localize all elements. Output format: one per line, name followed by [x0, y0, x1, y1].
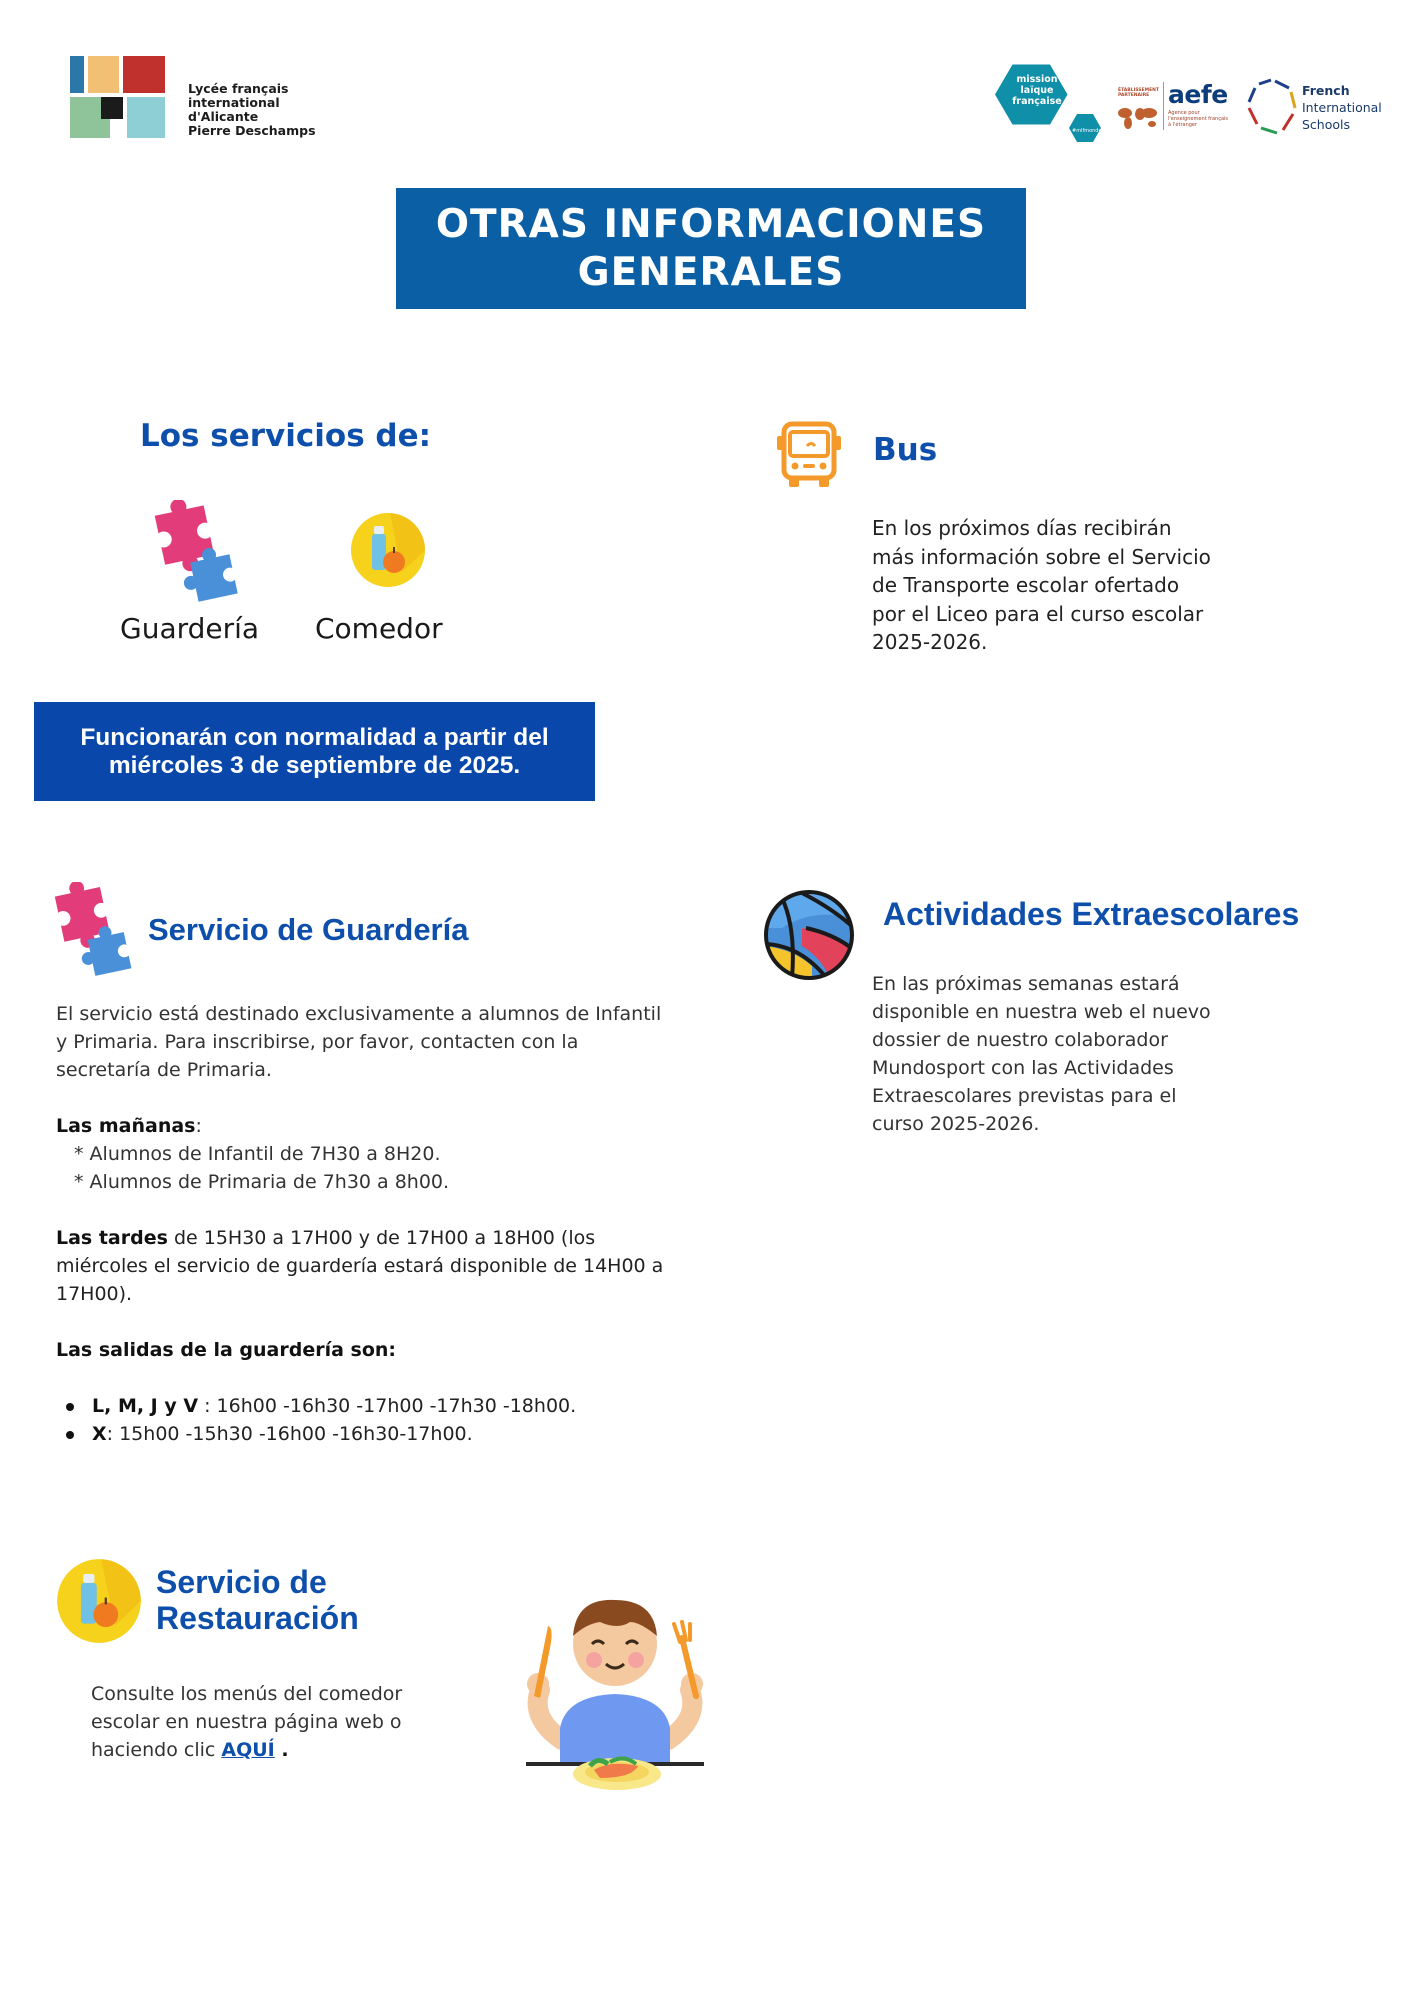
puzzle-icon [140, 500, 250, 604]
services-heading: Los servicios de: [140, 418, 432, 454]
aefe-partner-label: ÉTABLISSEMENT PARTENAIRE [1118, 88, 1159, 98]
bus-heading: Bus [873, 432, 938, 468]
lunch-icon [350, 512, 426, 588]
school-name: Lycée français international d'Alicante Pierre Deschamps [188, 81, 316, 138]
guarderia-intro: El servicio está destinado exclusivamente a alumnos de Infantil y Primaria. Para inscribirse, por favor, contacten con la secretaría de Primaria. [56, 1003, 662, 1081]
page-title: OTRAS INFORMACIONES GENERALES [435, 201, 987, 295]
notice-box [34, 702, 595, 801]
exits-heading: Las salidas de la guardería son: [56, 1339, 397, 1361]
guarderia-heading: Servicio de Guardería [148, 912, 469, 947]
restauracion-heading: Servicio de Restauración [156, 1564, 359, 1636]
aefe-subtitle: Agence pour l'enseignement français à l'étranger [1168, 110, 1229, 128]
aefe-divider [1163, 82, 1164, 130]
afternoons-paragraph: Las tardes de 15H30 a 17H00 y de 17H00 a 18H00 (los miércoles el servicio de guardería estará disponible de 14H00 a 17H00). [56, 1227, 664, 1305]
france-map-icon [1245, 78, 1299, 136]
guarderia-label: Guardería [120, 612, 260, 645]
morning-item: * Alumnos de Infantil de 7H30 a 8H20. [74, 1143, 441, 1165]
aqui-link[interactable]: AQUÍ [221, 1739, 275, 1761]
notice-text: Funcionarán con normalidad a partir del miércoles 3 de septiembre de 2025. [80, 723, 549, 779]
list-item: X: 15h00 -15h30 -16h00 -16h30-17h00. [92, 1420, 671, 1448]
title-banner [396, 188, 1026, 309]
school-logo-mark [70, 56, 165, 138]
mlf-tag: #mlfmonde [1072, 128, 1102, 134]
morning-item: * Alumnos de Primaria de 7h30 a 8h00. [74, 1171, 450, 1193]
list-item: L, M, J y V : 16h00 -16h30 -17h00 -17h30 -18h00. [92, 1392, 671, 1420]
restauracion-text: Consulte los menús del comedor escolar en nuestra página web o haciendo clic AQUÍ . [91, 1683, 403, 1761]
mornings-line: Las mañanas: [56, 1115, 202, 1137]
exits-list [56, 1392, 671, 1448]
world-map-icon [1116, 104, 1158, 130]
volleyball-icon [762, 888, 856, 982]
puzzle-icon [40, 882, 144, 978]
aefe-wordmark: aefe [1168, 80, 1228, 109]
mlf-logo-text: mission laïque française [1012, 74, 1062, 107]
boy-eating-illustration [490, 1578, 740, 1798]
comedor-label: Comedor [315, 612, 443, 645]
bus-icon [774, 420, 844, 490]
lunch-icon [56, 1558, 142, 1644]
bus-text: En los próximos días recibirán más información sobre el Servicio de Transporte escolar ofertado por el Liceo para el curso escolar 2025-2026. [872, 516, 1211, 654]
actividades-heading: Actividades Extraescolares [883, 896, 1300, 932]
actividades-text: En las próximas semanas estará disponible en nuestra web el nuevo dossier de nuestro colaborador Mundosport con las Actividades Extraescolares previstas para el curso 2025-2026. [872, 973, 1211, 1135]
fis-logo-text: French International Schools [1302, 83, 1382, 132]
guarderia-section [56, 1000, 671, 1448]
